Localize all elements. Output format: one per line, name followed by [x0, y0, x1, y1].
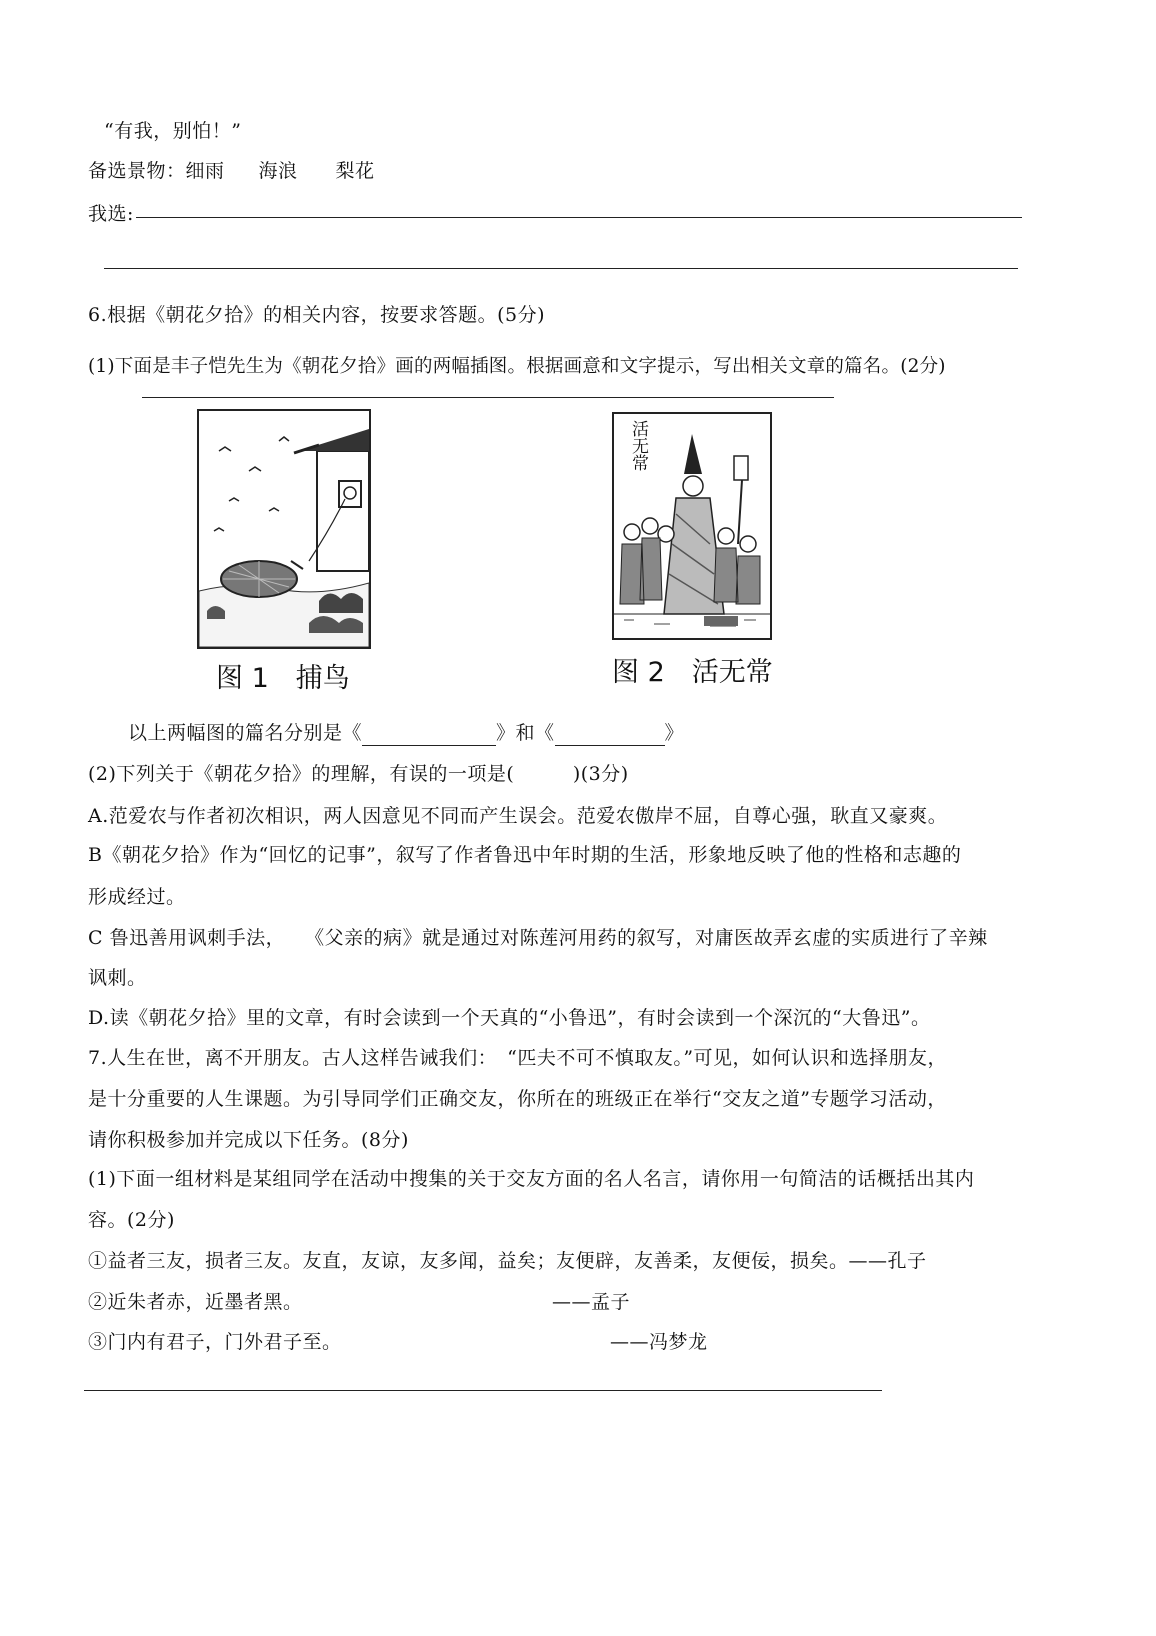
q5-options-label: 备选景物：	[88, 160, 186, 182]
q6-title-answer	[128, 720, 684, 746]
q7-answer-line[interactable]	[84, 1390, 882, 1391]
figure2-illustration	[612, 412, 772, 640]
q5-option-1: 细雨	[185, 160, 225, 182]
q6-title-blank-1[interactable]	[362, 725, 496, 746]
q5-my-choice-label: 我选:	[88, 203, 134, 225]
q5-answer-line-1[interactable]	[136, 217, 1022, 218]
q7-line3: 请你积极参加并完成以下任务。(8分)	[88, 1129, 409, 1151]
q6-title-blank-2[interactable]	[555, 725, 665, 746]
q6-option-d: D.读《朝花夕拾》里的文章，有时会读到一个天真的“小鲁迅”，有时会读到一个深沉的“大鲁迅”。	[88, 1007, 931, 1029]
q7-quote2-author: ——孟子	[552, 1291, 631, 1313]
figure1-caption: 图 1 捕鸟	[216, 663, 350, 694]
q6-answer-end: 》	[664, 722, 685, 744]
figure2-inscription: 活无常	[628, 420, 648, 471]
q6-option-a: A.范爱农与作者初次相识，两人因意见不同而产生误会。范爱农傲岸不屈，自尊心强，耿直又豪爽。	[88, 805, 948, 827]
q5-quote: “有我，别怕！”	[104, 120, 242, 142]
q6-option-c-line1: C 鲁迅善用讽刺手法， 《父亲的病》就是通过对陈莲河用药的叙写，对庸医故弄玄虚的实质进行了辛辣	[88, 927, 988, 949]
q5-option-3: 梨花	[335, 160, 375, 182]
q7-line2: 是十分重要的人生课题。为引导同学们正确交友，你所在的班级正在举行“交友之道”专题学习活动，	[88, 1088, 947, 1110]
q5-options	[88, 158, 375, 184]
q5-answer-line-2[interactable]	[104, 268, 1018, 269]
q7-sub1-line1: (1)下面一组材料是某组同学在活动中搜集的关于交友方面的名人名言，请你用一句简洁的话概括出其内	[88, 1168, 975, 1190]
q7-quote2: ②近朱者赤，近墨者黑。	[88, 1291, 303, 1313]
q7-quote3: ③门内有君子，门外君子至。	[88, 1331, 342, 1353]
q7-sub1-line2: 容。(2分)	[88, 1209, 175, 1231]
q6-title: 6.根据《朝花夕拾》的相关内容，按要求答题。(5分)	[88, 304, 546, 326]
q6-divider	[142, 397, 834, 398]
q7-quote3-author: ——冯梦龙	[610, 1331, 708, 1353]
q6-sub1: (1)下面是丰子恺先生为《朝花夕拾》画的两幅插图。根据画意和文字提示，写出相关文章的篇名。(2分)	[88, 356, 946, 377]
q6-answer-lead: 以上两幅图的篇名分别是《	[128, 722, 363, 744]
q6-option-c-line2: 讽刺。	[88, 967, 147, 989]
q5-option-2: 海浪	[258, 160, 298, 182]
q6-answer-mid: 》和《	[496, 722, 555, 744]
figure1-drawing	[199, 411, 369, 647]
q6-option-b-line1: B《朝花夕拾》作为“回忆的记事”，叙写了作者鲁迅中年时期的生活，形象地反映了他的性格和志趣的	[88, 844, 962, 866]
q7-line1: 7.人生在世，离不开朋友。古人这样告诫我们： “匹夫不可不慎取友。”可见，如何认识和选择朋友，	[88, 1047, 948, 1069]
figure1-illustration	[197, 409, 371, 649]
q6-option-b-line2: 形成经过。	[88, 886, 186, 908]
figure2-caption: 图 2 活无常	[612, 657, 773, 688]
q7-quote1: ①益者三友，损者三友。友直，友谅，友多闻，益矣；友便辟，友善柔，友便佞，损矣。——孔子	[88, 1250, 927, 1272]
q6-sub2: (2)下列关于《朝花夕拾》的理解，有误的一项是( )(3分)	[88, 763, 629, 785]
